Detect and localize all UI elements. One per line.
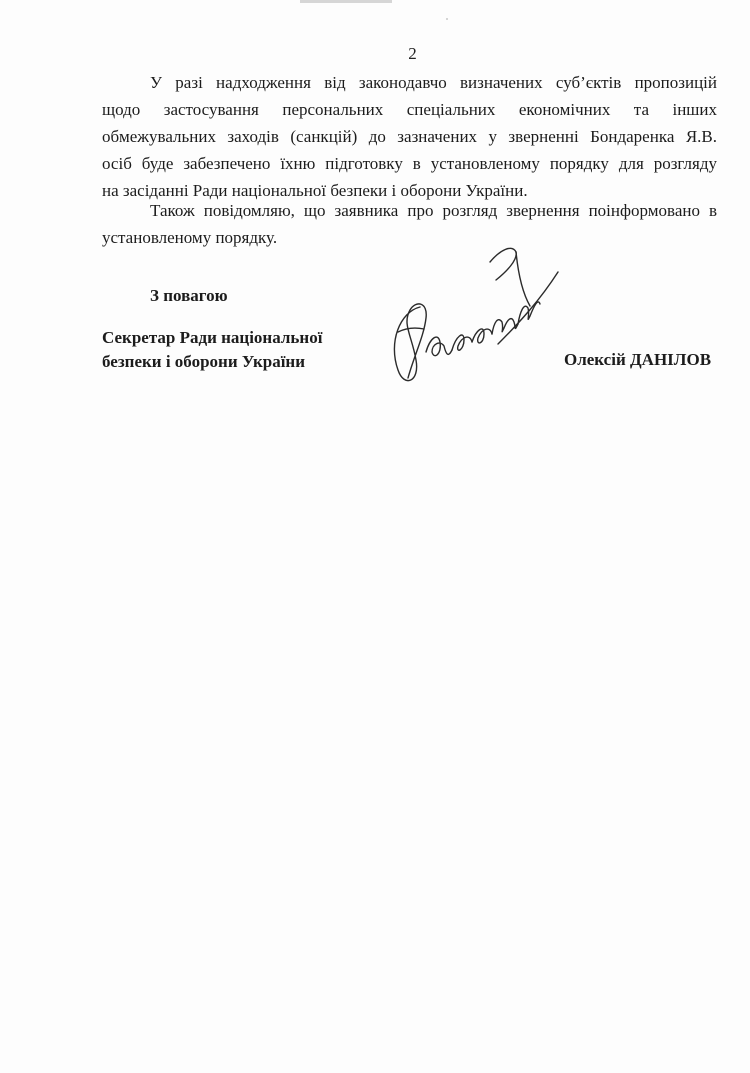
signer-position-line: безпеки і оборони України: [102, 352, 306, 371]
scan-speck: [446, 18, 448, 20]
signer-name: Олексій ДАНІЛОВ: [564, 350, 712, 369]
handwritten-signature-icon: [380, 232, 580, 397]
signer-position: [102, 326, 322, 374]
paragraph-1-line: осіб буде забезпечено їхню підготовку в установленому порядку для розгляду: [102, 154, 717, 173]
signer-position-line: Секретар Ради національної: [102, 328, 323, 347]
paragraph-1-line: щодо застосування персональних спеціальних економічних та інших: [102, 100, 717, 119]
paragraph-1-line: обмежувальних заходів (санкцій) до зазначених у зверненні Бондаренка Я.В.: [102, 127, 717, 146]
paragraph-2-line: установленому порядку.: [102, 228, 278, 247]
page-number: 2: [408, 44, 417, 63]
paragraph-1-line: У разі надходження від законодавчо визначених суб’єктів пропозицій: [150, 73, 717, 92]
closing-salutation: З повагою: [150, 286, 228, 305]
paragraph-1: [102, 69, 717, 204]
scan-edge-mark: [300, 0, 392, 3]
paragraph-2-line: Також повідомляю, що заявника про розгляд звернення поінформовано в: [150, 201, 717, 220]
paragraph-1-line: на засіданні Ради національної безпеки і оборони України.: [102, 181, 528, 200]
